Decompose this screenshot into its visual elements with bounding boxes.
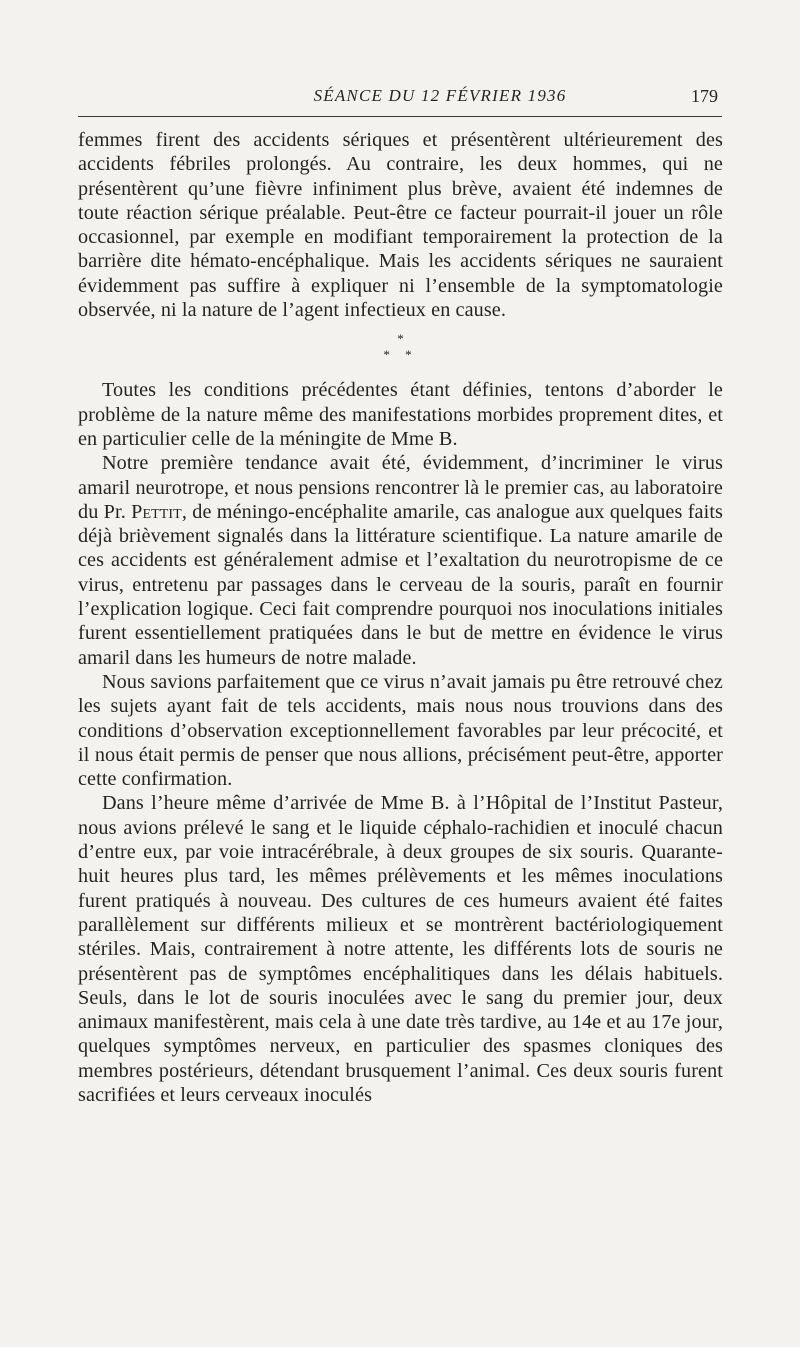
paragraph-text-after-name: , de méningo-encéphalite amarile, cas analogue aux quelques faits déjà brièvement signalés dans la littérature scientifique. La nature amarile de ces accidents est généralement admise et l’exaltation du neurotropisme de ce virus, entretenu par passages dans le cerveau de la souris, paraît en fournir l’explication logique. Ceci fait comprendre pourquoi nos inoculations initiales furent essentiellement pratiquées dans le but de mettre en évidence le virus amaril dans les humeurs de notre malade. [78,500,723,669]
section-separator [78,322,723,378]
page-number: 179 [691,86,718,106]
author-name: Pettit [131,500,182,523]
page-header [78,86,722,117]
running-title: SÉANCE DU 12 FÉVRIER 1936 [313,86,567,105]
body-text [78,128,723,1107]
paragraph-continuation: femmes firent des accidents sériques et présentèrent ultérieurement des accidents fébriles prolongés. Au contraire, les deux hommes, qui ne présentèrent qu’une fièvre infiniment plus brève, avaient été indemnes de toute réaction sérique préalable. Peut-être ce facteur pourrait-il jouer un rôle occasionnel, par exemple en modifiant temporairement la protection de la barrière dite hémato-encéphalique. Mais les accidents sériques ne sauraient évidemment pas suffire à expliquer ni l’ensemble de la symptomatologie observée, ni la nature de l’agent infectieux en cause. [78,129,723,322]
paragraph-text-before-name: Notre première tendance avait été, évidemment, d’incriminer le virus amaril neurotrope, et nous pensions rencontrer là le premier cas, au laboratoire du Pr. [78,452,723,523]
paragraph-problem: Toutes les conditions précédentes étant définies, tentons d’aborder le problème de la nature même des manifestations morbides proprement dites, et en particulier celle de la méningite de Mme B. [78,379,723,450]
separator-stars-bottom: * * [383,347,418,363]
paragraph-inoculations: Dans l’heure même d’arrivée de Mme B. à l’Hôpital de l’Institut Pasteur, nous avions prélevé le sang et le liquide céphalo-rachidien et inoculé chacun d’entre eux, par voie intracérébrale, à deux groupes de six souris. Quarante-huit heures plus tard, les mêmes prélèvements et les mêmes inoculations furent pratiqués à nouveau. Des cultures de ces humeurs avaient été faites parallèlement sur différents milieux et se montrèrent bactériologiquement stériles. Mais, contrairement à notre attente, les différents lots de souris ne présentèrent pas de symptômes encéphalitiques dans les délais habituels. Seuls, dans le lot de souris inoculées avec le sang du premier jour, deux animaux manifestèrent, mais cela à une date très tardive, au 14e et au 17e jour, quelques symptômes nerveux, en particulier des spasmes cloniques des membres postérieurs, détendant brusquement l’animal. Ces deux souris furent sacrifiées et leurs cerveaux inoculés [78,792,723,1106]
paragraph-expectation: Nous savions parfaitement que ce virus n’avait jamais pu être retrouvé chez les sujets ayant fait de tels accidents, mais nous nous trouvions dans des conditions d’observation exceptionnellement favorables par leur précocité, et il nous était permis de penser que nous allions, précisément peut-être, apporter cette confirmation. [78,670,723,791]
paragraph-first-hypothesis [78,451,723,670]
separator-star-top: * [397,331,404,347]
